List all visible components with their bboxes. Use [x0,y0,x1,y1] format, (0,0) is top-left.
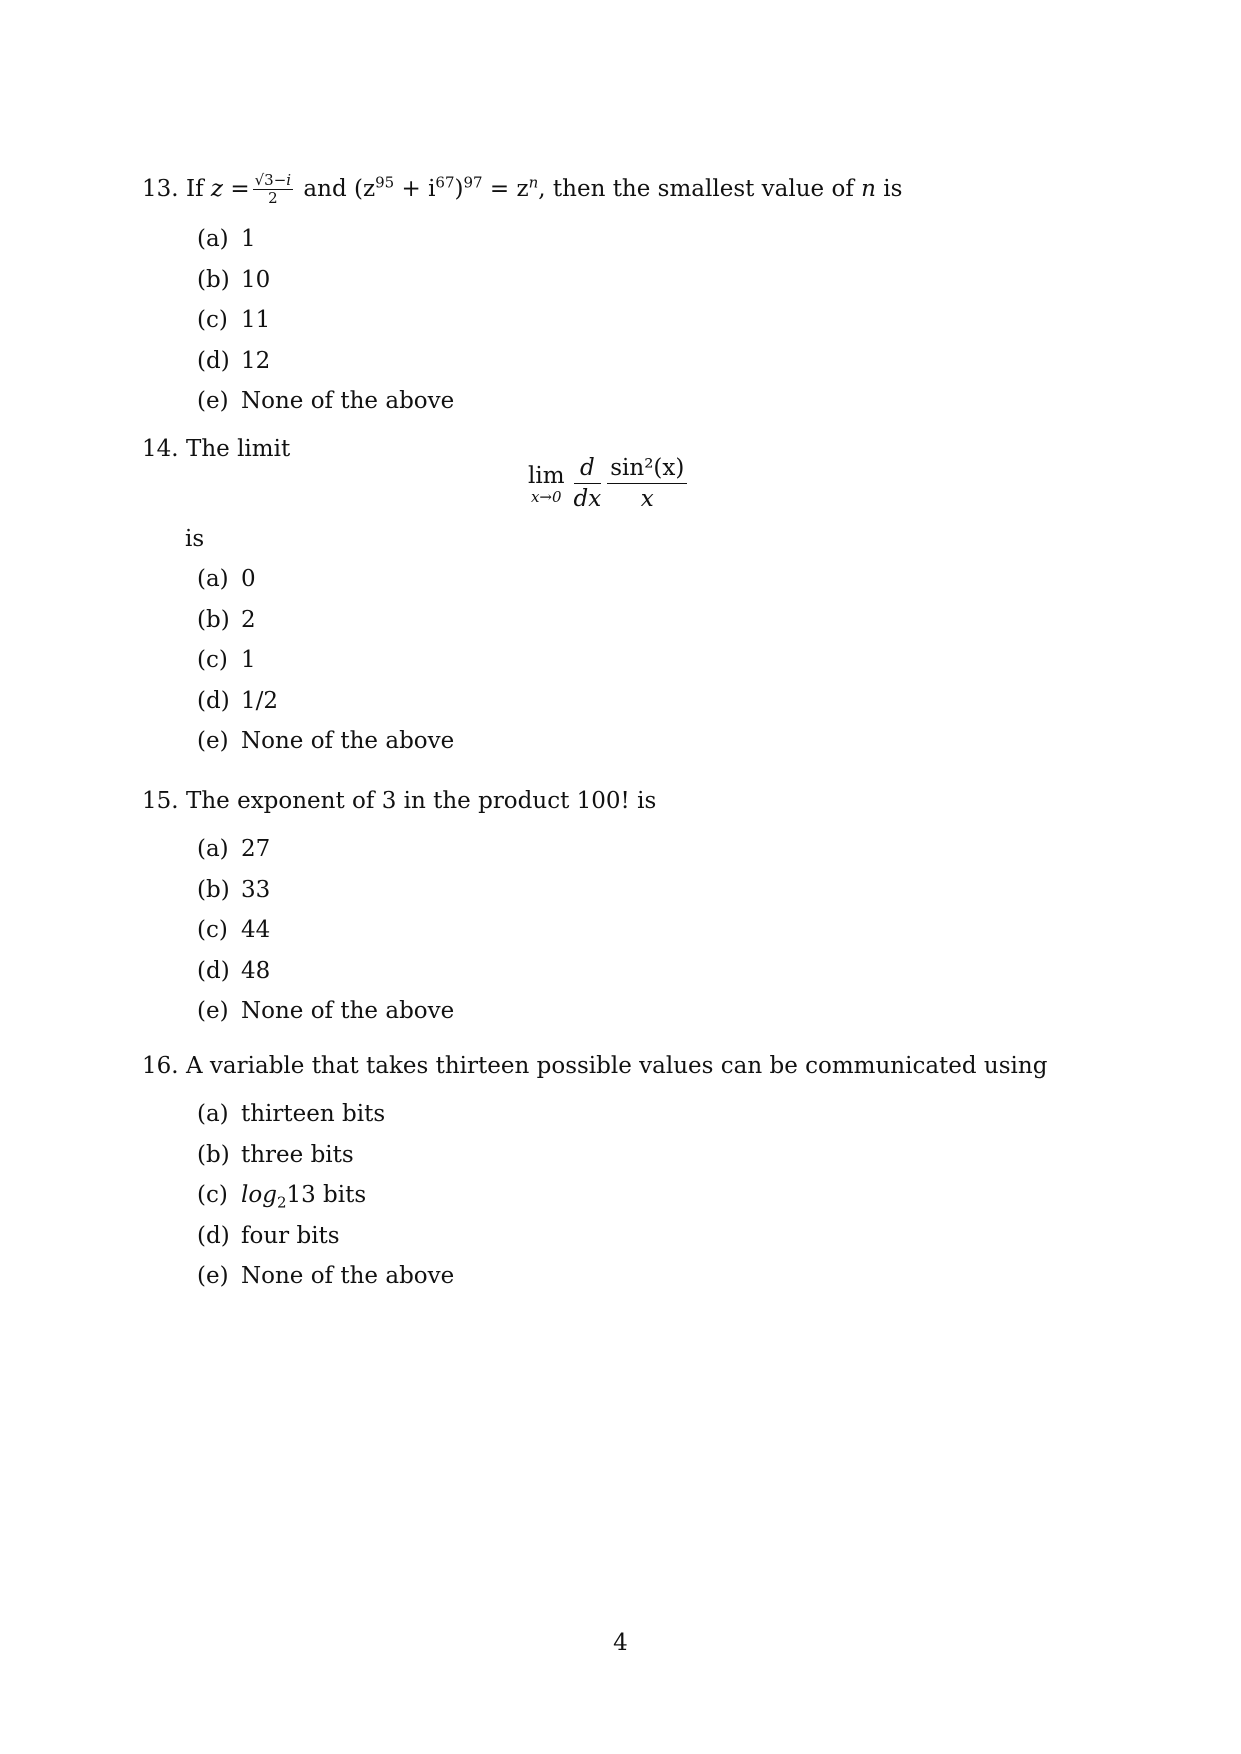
minus-i: −i [273,171,292,189]
option-letter: (b) [197,266,230,293]
question-number: 14. [142,436,179,462]
option-text: 11 [241,307,271,333]
sqrt-three: √3 [254,171,274,189]
question-14-after: is [185,526,205,552]
fraction-numerator [253,173,293,190]
question-number: 15. [142,788,179,814]
log-word: log [241,1182,277,1208]
stem-part: If [186,175,204,202]
derivative-numerator: d [574,455,602,484]
option-d [197,1221,1142,1262]
option-e [197,996,1142,1037]
option-letter: (b) [197,876,230,903]
stem-part: , then the smallest value of [538,175,862,202]
option-a [197,834,1142,875]
option-text: None of the above [241,388,455,414]
option-text: None of the above [241,1263,455,1289]
option-letter: (d) [197,347,230,374]
option-d [197,956,1142,997]
option-b [197,1140,1142,1181]
option-e [197,1261,1142,1302]
option-text: 1 [241,647,256,673]
question-15-stem [142,786,1142,816]
stem-part: ) [454,175,464,202]
lim-subscript: x→0 [530,487,562,506]
function-numerator: sin²(x) [607,455,687,484]
option-text: 33 [241,876,271,903]
option-text: 13 bits [286,1182,367,1208]
option-letter: (a) [197,1101,229,1127]
lim-word: lim [528,462,565,489]
option-text: four bits [241,1222,340,1249]
option-c [197,305,1142,346]
option-b [197,875,1142,916]
option-e [197,726,1142,767]
exponent: 67 [435,172,455,191]
option-letter: (a) [197,566,229,592]
option-letter: (d) [197,957,230,984]
question-13-stem [142,173,1142,206]
option-letter: (c) [197,917,228,943]
option-text: 0 [241,566,256,592]
option-text: 44 [241,917,271,943]
option-letter: (d) [197,1222,230,1249]
option-letter: (a) [197,836,229,862]
option-text: three bits [241,1141,354,1168]
option-e [197,386,1142,427]
exponent: 95 [375,172,395,191]
option-text: 12 [241,347,271,374]
stem-part: and (z [303,175,376,202]
question-text: The limit [186,436,291,462]
option-text: 27 [241,836,271,862]
question-13 [142,173,1142,427]
question-number: 13. [142,175,179,202]
stem-part: n [861,175,876,202]
option-letter: (b) [197,606,230,633]
option-b [197,605,1142,646]
option-text: 2 [241,606,256,633]
option-b [197,265,1142,306]
derivative-denominator: dx [573,486,602,512]
option-a [197,564,1142,605]
option-text: 10 [241,266,271,293]
function-denominator: x [640,486,654,512]
question-text: The exponent of 3 in the product 100! is [186,788,657,814]
option-letter: (b) [197,1141,230,1168]
question-16 [142,1051,1142,1302]
function-fraction [607,455,687,512]
limit-operator [528,463,565,505]
option-letter: (a) [197,226,229,252]
question-text: A variable that takes thirteen possible values can be communicated using [186,1053,1048,1079]
exponent: n [528,172,539,191]
option-d [197,346,1142,387]
option-c [197,645,1142,686]
exponent: 97 [463,172,483,191]
stem-part: = z [482,175,529,202]
options-list [142,564,1142,767]
option-letter: (e) [197,1263,229,1289]
derivative-operator [574,455,602,512]
stem-part: z = [210,175,250,202]
option-a [197,1099,1142,1140]
fraction-denominator: 2 [268,189,278,207]
options-list [142,1099,1142,1302]
question-15 [142,786,1142,1037]
question-14-options [142,564,1142,767]
options-list [142,224,1142,427]
option-text: 1 [241,226,256,252]
log-base: 2 [276,1193,287,1212]
option-letter: (d) [197,687,230,714]
question-16-stem [142,1051,1142,1081]
option-letter: (c) [197,647,228,673]
option-c [197,915,1142,956]
option-a [197,224,1142,265]
inline-fraction [253,173,293,206]
option-text: None of the above [241,998,455,1024]
option-text: None of the above [241,728,455,754]
option-text: thirteen bits [241,1101,386,1127]
question-number: 16. [142,1053,179,1079]
stem-part: is [875,175,903,202]
options-list [142,834,1142,1037]
question-text [186,171,903,207]
option-d [197,686,1142,727]
option-letter: (c) [197,307,228,333]
option-letter: (e) [197,388,229,414]
option-letter: (e) [197,998,229,1024]
option-letter: (e) [197,728,229,754]
page-number: 4 [613,1630,628,1656]
limit-expression [528,455,690,512]
option-text: 1/2 [241,687,279,714]
option-c [197,1180,1142,1221]
option-text: 48 [241,957,271,984]
stem-part: + i [394,175,436,202]
option-letter: (c) [197,1182,228,1208]
